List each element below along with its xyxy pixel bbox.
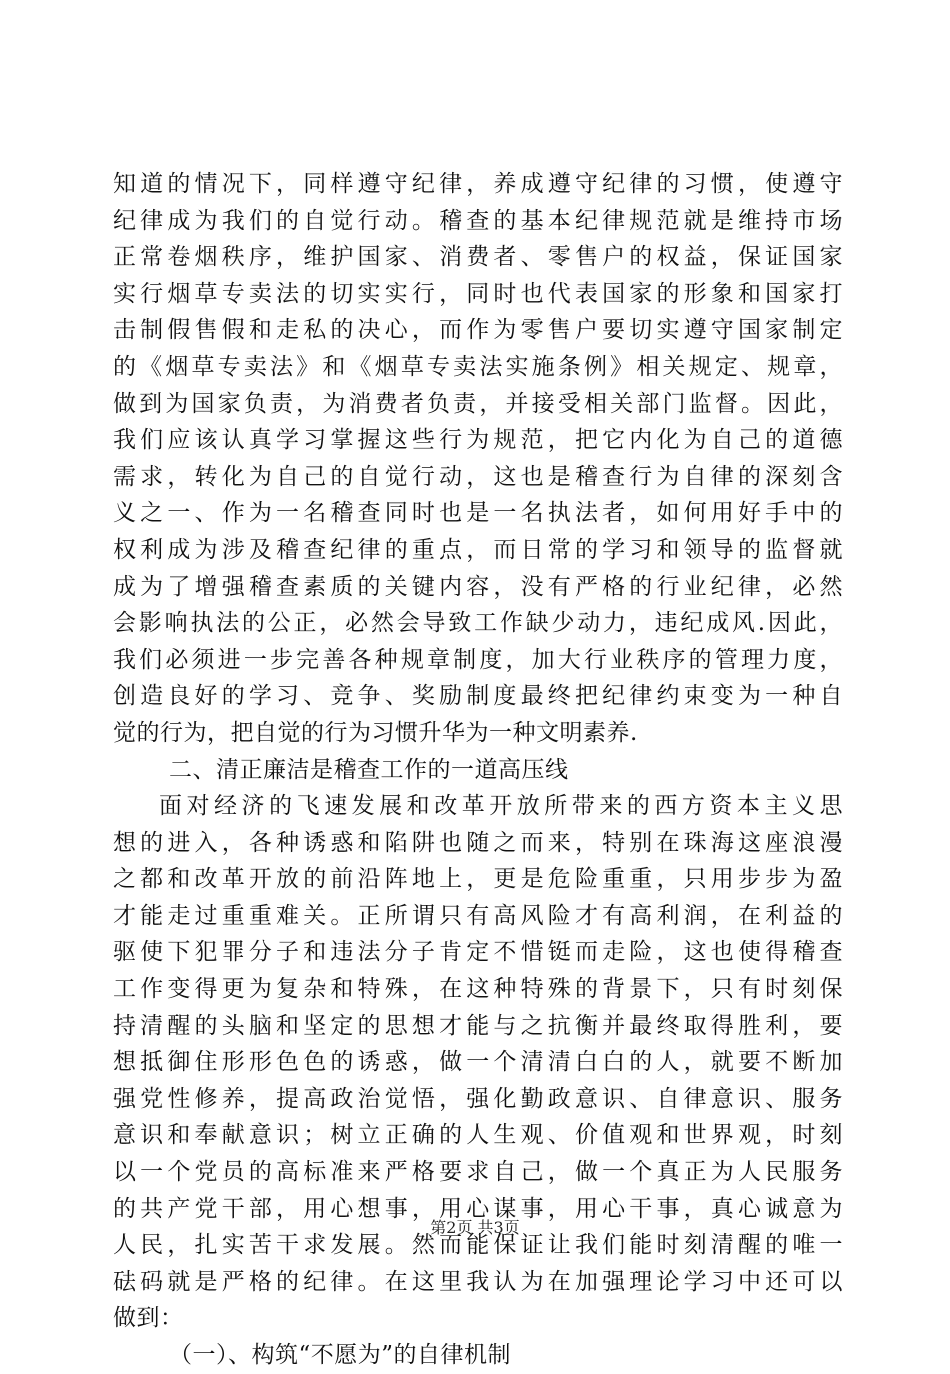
text-line: 想抵御住形形色色的诱惑，做一个清清白白的人，就要不断加: [113, 1049, 843, 1076]
text-line: 会影响执法的公正，必然会导致工作缺少动力，违纪成风.因此，: [113, 610, 843, 637]
text-line: 知道的情况下，同样遵守纪律，养成遵守纪律的习惯，使遵守: [113, 171, 843, 197]
text-line: 人民，扎实苦干求发展。然而能保证让我们能时刻清醒的唯一: [113, 1232, 843, 1259]
section-heading: 二、清正廉洁是稽查工作的一道高压线: [169, 756, 569, 783]
text-line: 击制假售假和走私的决心，而作为零售户要切实遵守国家制定: [113, 317, 843, 344]
text-line: 纪律成为我们的自觉行动。稽查的基本纪律规范就是维持市场: [113, 207, 843, 234]
text-line: 做到为国家负责，为消费者负责，并接受相关部门监督。因此，: [113, 390, 843, 417]
text-line: 做到：: [113, 1305, 184, 1332]
text-line: 觉的行为，把自觉的行为习惯升华为一种文明素养.: [113, 719, 638, 746]
text-line: 工作变得更为复杂和特殊，在这种特殊的背景下，只有时刻保: [113, 976, 843, 1003]
text-line: 成为了增强稽查素质的关键内容，没有严格的行业纪律，必然: [113, 573, 843, 600]
text-line: 意识和奉献意识；树立正确的人生观、价值观和世界观，时刻: [113, 1122, 843, 1149]
text-line: 之都和改革开放的前沿阵地上，更是危险重重，只用步步为盈: [113, 866, 843, 893]
text-line: 想的进入，各种诱惑和陷阱也随之而来，特别在珠海这座浪漫: [113, 829, 843, 856]
text-line: 义之一、作为一名稽查同时也是一名执法者，如何用好手中的: [113, 500, 843, 527]
text-line: 强党性修养，提高政治觉悟，强化勤政意识、自律意识、服务: [113, 1085, 843, 1112]
text-line: 我们应该认真学习掌握这些行为规范，把它内化为自己的道德: [113, 427, 843, 454]
subsection-heading: （一）、构筑“不愿为”的自律机制: [169, 1342, 512, 1368]
text-line: 的共产党干部，用心想事，用心谋事，用心干事，真心诚意为: [113, 1195, 843, 1222]
text-line: 创造良好的学习、竞争、奖励制度最终把纪律约束变为一种自: [113, 683, 843, 710]
text-line: 面对经济的飞速发展和改革开放所带来的西方资本主义思: [159, 793, 843, 820]
text-line: 正常卷烟秩序，维护国家、消费者、零售户的权益，保证国家: [113, 244, 843, 271]
text-line: 砝码就是严格的纪律。在这里我认为在加强理论学习中还可以: [113, 1268, 843, 1295]
body-text: [113, 166, 843, 1374]
text-line: 需求，转化为自己的自觉行动，这也是稽查行为自律的深刻含: [113, 463, 843, 490]
text-line: 实行烟草专卖法的切实实行，同时也代表国家的形象和国家打: [113, 280, 843, 307]
text-line: 以一个党员的高标准来严格要求自己，做一个真正为人民服务: [113, 1159, 843, 1186]
text-line: 权利成为涉及稽查纪律的重点，而日常的学习和领导的监督就: [113, 536, 843, 563]
text-line: 我们必须进一步完善各种规章制度，加大行业秩序的管理力度，: [113, 646, 843, 673]
text-line: 持清醒的头脑和坚定的思想才能与之抗衡并最终取得胜利，要: [113, 1012, 843, 1039]
text-line: 才能走过重重难关。正所谓只有高风险才有高利润，在利益的: [113, 902, 843, 929]
text-line: 驱使下犯罪分子和违法分子肯定不惜铤而走险，这也使得稽查: [113, 939, 843, 966]
text-line: 的《烟草专卖法》和《烟草专卖法实施条例》相关规定、规章，: [113, 353, 843, 380]
page-number: 第2页 共3页: [430, 1218, 520, 1237]
